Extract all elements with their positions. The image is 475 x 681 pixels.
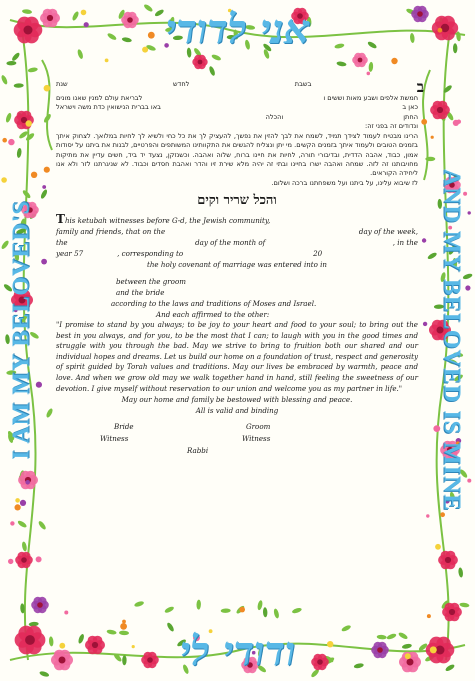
- leaf-icon: [257, 600, 264, 611]
- english-line4-b: , corresponding to: [117, 248, 184, 258]
- english-line3-b: day of the month of: [195, 237, 266, 247]
- rose-icon-4-center: [25, 635, 35, 645]
- hebrew-row3-a: כאן ב: [402, 103, 418, 112]
- rose-icon-23-center: [358, 58, 363, 63]
- english-line-7: and the bride: [116, 287, 165, 297]
- berry-icon: [64, 611, 68, 615]
- hebrew-row4-groom: החתן: [403, 112, 418, 121]
- berry-icon: [41, 259, 47, 265]
- hebrew-title: והכל שריר וקים: [197, 192, 277, 208]
- berry-icon: [44, 167, 50, 173]
- vine-stem-4: [42, 60, 52, 150]
- berry-icon: [122, 620, 126, 624]
- berry-icon: [44, 85, 51, 92]
- signature-label-bride: Bride: [114, 422, 134, 432]
- leaf-icon: [164, 605, 175, 613]
- leaf-icon: [196, 600, 201, 610]
- english-line-5: the holy covenant of marriage was entered into in: [147, 259, 327, 269]
- leaf-icon: [208, 66, 216, 77]
- english-line-1: [56, 211, 418, 226]
- english-line1-text: his ketubah witnesses before G-d, the Jewish community,: [64, 215, 271, 225]
- leaf-icon: [221, 608, 231, 613]
- signature-label-witness-2: Witness: [242, 434, 271, 444]
- leaf-icon: [134, 600, 145, 607]
- leaf-icon: [445, 663, 456, 672]
- berry-icon: [239, 607, 245, 613]
- english-line-8: according to the laws and traditions of Moses and Israel.: [111, 298, 317, 308]
- english-vow-paragraph: "I promise to stand by you always; to be joy to your heart and food to your soul; to bring out the best in you always, and for you, to be the most that I can; to laugh with you in the good times and struggle with you through the bad. May we strive to bring to fruition both our shared and our individual hopes and dreams. Let us build our home on a foundation of trust, respect and generosity of spirit guided by Torah values and traditions. May our lives be embraced by warmth, peace and love. And when we grow old may we walk together hand in hand, still feeling the sweetness of our devotion. I give myself without reservation to our union and welcome you as my partner in life.": [56, 319, 418, 393]
- berry-icon: [427, 614, 431, 618]
- berry-icon: [367, 72, 371, 76]
- left-calligraphy-text: I AM MY BELOVED'S: [8, 200, 35, 460]
- hebrew-row1-month: לחדש: [173, 80, 190, 88]
- signature-label-groom: Groom: [246, 422, 271, 432]
- rose-icon-21-center: [198, 60, 203, 65]
- english-line3-a: the: [56, 237, 68, 247]
- signature-label-rabbi: Rabbi: [187, 446, 209, 456]
- hebrew-bet-letter: ב: [416, 78, 424, 96]
- hebrew-row1-year: שנת: [56, 80, 68, 88]
- leaf-icon: [368, 62, 373, 72]
- english-line4-a: year 57: [56, 248, 84, 258]
- english-closing-1: May our home and family be bestowed with blessing and peace.: [121, 395, 353, 405]
- english-line-4: [56, 248, 418, 259]
- berry-icon: [105, 59, 109, 63]
- hebrew-vow-paragraph: הרינו מבטיח לעמוד לצידך תמיד, לשמח את לבך להזין את נפשך, להעציק לך את כל כחי ולשיא לך לחיות במלואך. לצחוק איתך בזמנים הטובים ולעמוד איתך בזמנים הקשים. מי יתן ונצליח להגשים את התקוותינו המשותפים והפרטיים, לבנות את ביתנו על יסודות אמון, כבוד, אהבה הדדית, ובדיבורי תורה, לחיות את חיינו ברוח, שלוה ואהבה. וכשנזקן, נצעד יד ביד, חשים עדיין את מתיקות מחויבותנו זה לזה. שמחה ואהבה ישרו בחיינו ובתי זה יהיה מלא שירת זיו והדר ואהבת חסדים וכבוד. לא שניגרתנו לזר ולא אנו ליחידה הקוראים.: [56, 132, 418, 178]
- berry-icon: [422, 238, 426, 242]
- english-line3-c: , in the: [392, 237, 418, 247]
- hebrew-calligraphy-top: אני לדודי: [165, 6, 310, 53]
- hebrew-row3-b: באו בברית הנישואין כדת משה וישראל: [56, 103, 161, 112]
- berry-icon: [438, 28, 443, 33]
- english-line-2: [56, 226, 418, 237]
- english-calligraphy-right: [432, 50, 470, 630]
- english-line-6: between the groom: [116, 276, 186, 286]
- rose-icon-8-center: [436, 646, 445, 655]
- signature-area: [56, 416, 418, 486]
- leaf-icon: [22, 9, 32, 15]
- vine-stem-5: [423, 70, 430, 180]
- english-closing-2: All is valid and binding: [195, 406, 279, 416]
- english-line-3: [56, 237, 418, 248]
- berry-icon: [426, 514, 429, 517]
- english-line2-b: day of the week,: [358, 226, 418, 236]
- leaf-icon: [456, 31, 462, 41]
- drop-cap: T: [56, 211, 65, 226]
- hebrew-calligraphy-bottom: ודודי לי: [179, 628, 296, 675]
- hebrew-row-2: [56, 94, 418, 103]
- hebrew-row4-bride: והכלה: [265, 112, 284, 121]
- english-calligraphy-left: [4, 50, 40, 610]
- right-calligraphy-text: AND MY BELOVED IS MINE: [438, 168, 465, 512]
- leaf-icon: [45, 408, 54, 419]
- hebrew-row-1: [56, 78, 424, 96]
- english-line-9: And each affirmed to the other:: [156, 309, 270, 319]
- hebrew-row2-b: לבריאת עולם למנין שאנו מונים: [56, 94, 143, 102]
- berry-icon: [42, 185, 46, 189]
- leaf-icon: [336, 61, 347, 67]
- hebrew-row-3: [56, 103, 418, 112]
- berry-icon: [423, 322, 427, 326]
- ketubah-text: [56, 78, 424, 600]
- hebrew-row-5: ונדודים זה בפני זה:: [364, 121, 418, 130]
- berry-icon: [421, 119, 427, 125]
- leaf-icon: [273, 608, 280, 619]
- leaf-icon: [291, 607, 302, 614]
- english-line4-c: 20: [313, 248, 323, 258]
- hebrew-blessing-line: לז שיבוא עלינו, על ביתנו ועל משפחתנו ברכה ושלום.: [271, 178, 418, 187]
- leaf-icon: [211, 53, 222, 61]
- leaf-icon: [40, 189, 49, 200]
- leaf-icon: [263, 607, 268, 617]
- english-text: [56, 211, 418, 416]
- hebrew-row-4: [56, 113, 418, 122]
- rose-icon-0-center: [24, 26, 33, 35]
- english-line2-a: family and friends, that on the: [56, 226, 166, 236]
- hebrew-row2-a: חמשת אלפים ושבע מאות וששים ו: [323, 94, 418, 102]
- signature-label-witness-1: Witness: [100, 434, 129, 444]
- hebrew-row1-sabbath: בשבת: [294, 80, 312, 88]
- berry-icon: [391, 58, 397, 64]
